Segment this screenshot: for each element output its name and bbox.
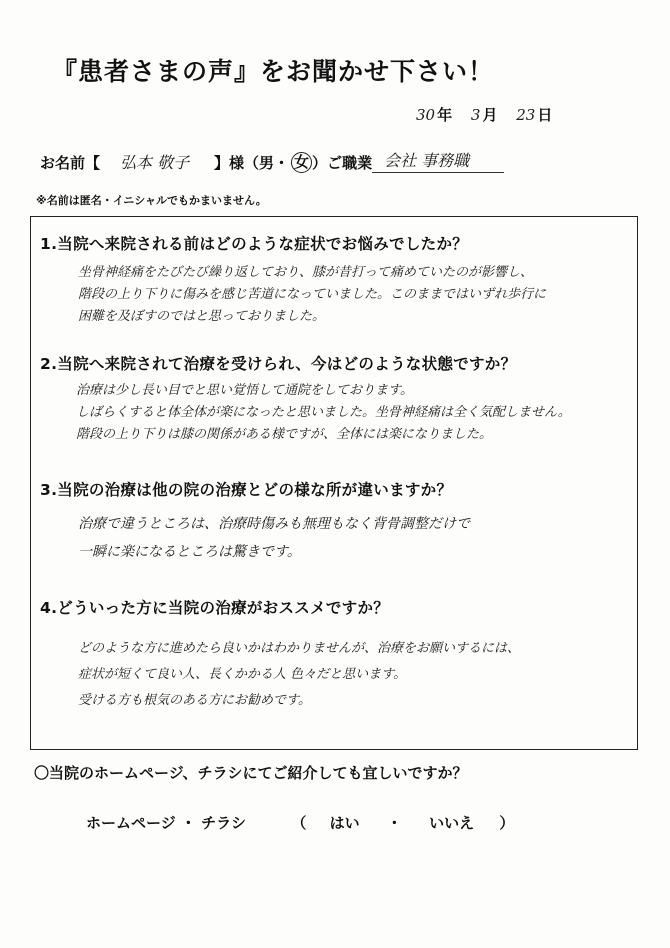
name-label: お名前【 bbox=[40, 154, 101, 172]
month-label: 月 bbox=[482, 106, 498, 124]
consent-question: 〇当院のホームページ、チラシにてご紹介しても宜しいですか？ bbox=[34, 764, 468, 782]
paren-open: （ bbox=[291, 814, 307, 832]
gender-close: ） bbox=[312, 154, 328, 172]
day-value: 23 bbox=[516, 106, 536, 124]
gender-open: （男・ bbox=[244, 154, 290, 172]
answer-line: どのような方に進めたら良いかはわかりませんが、治療をお願いするには、 bbox=[78, 641, 521, 656]
question-2-label: 2.当院へ来院されて治療を受けられ、今はどのような状態ですか？ bbox=[40, 355, 517, 373]
gender-female-circled: 女 bbox=[291, 152, 312, 173]
answer-line: 受ける方も根気のある方にお勧めです。 bbox=[78, 693, 311, 708]
option-no[interactable]: いいえ bbox=[429, 814, 475, 832]
name-close: 】様 bbox=[214, 154, 245, 172]
question-4-answer bbox=[78, 636, 520, 714]
day-label: 日 bbox=[537, 106, 553, 124]
question-2-answer bbox=[76, 380, 571, 446]
date-row bbox=[416, 104, 566, 125]
paren-close: ） bbox=[499, 814, 515, 832]
answer-line: 階段の上り下りは膝の関係がある様ですが、全体には楽になりました。 bbox=[76, 427, 493, 442]
consent-options bbox=[86, 812, 514, 833]
answer-line: 一瞬に楽になるところは驚きです。 bbox=[78, 544, 301, 560]
anonymity-note: ※名前は匿名・イニシャルでもかまいません。 bbox=[36, 194, 267, 207]
answer-line: 坐骨神経痛をたびたび繰り返しており、膝が昔打って痛めていたのが影響し、 bbox=[78, 265, 534, 280]
question-3-label: 3.当院の治療は他の院の治療とどの様な所が違いますか？ bbox=[40, 481, 453, 499]
question-3-answer bbox=[78, 510, 470, 566]
answer-line: 治療で違うところは、治療時傷みも無理もなく背骨調整だけで bbox=[78, 516, 470, 532]
question-1-answer bbox=[78, 262, 546, 328]
answer-line: 治療は少し長い目でと思い覚悟して通院をしております。 bbox=[76, 383, 413, 398]
name-value: 弘本 敬子 bbox=[120, 153, 190, 172]
job-label: ご職業 bbox=[327, 154, 373, 172]
option-separator: ・ bbox=[386, 814, 402, 832]
job-value: 会社 事務職 bbox=[384, 151, 470, 170]
answer-line: しばらくすると体全体が楽になったと思いました。坐骨神経痛は全く気配しません。 bbox=[76, 405, 571, 420]
year-label: 年 bbox=[437, 106, 453, 124]
answer-line: 階段の上り下りに傷みを感じ苦道になっていました。このままではいずれ歩行に bbox=[78, 287, 547, 302]
name-row bbox=[40, 148, 504, 173]
question-4-label: 4.どういった方に当院の治療がおススメですか？ bbox=[40, 599, 390, 617]
answer-line: 症状が短くて良い人、長くかかる人 色々だと思います。 bbox=[78, 667, 407, 682]
answer-line: 困難を及ぼすのではと思っておりました。 bbox=[78, 309, 326, 324]
options-label: ホームページ ・ チラシ bbox=[86, 814, 247, 832]
year-value: 30 bbox=[416, 106, 436, 124]
month-value: 3 bbox=[470, 106, 481, 124]
question-1-label: 1.当院へ来院される前はどのような症状でお悩みでしたか？ bbox=[40, 235, 469, 253]
option-yes[interactable]: はい bbox=[329, 814, 360, 832]
page-title: 『患者さまの声』をお聞かせ下さい！ bbox=[52, 57, 495, 86]
